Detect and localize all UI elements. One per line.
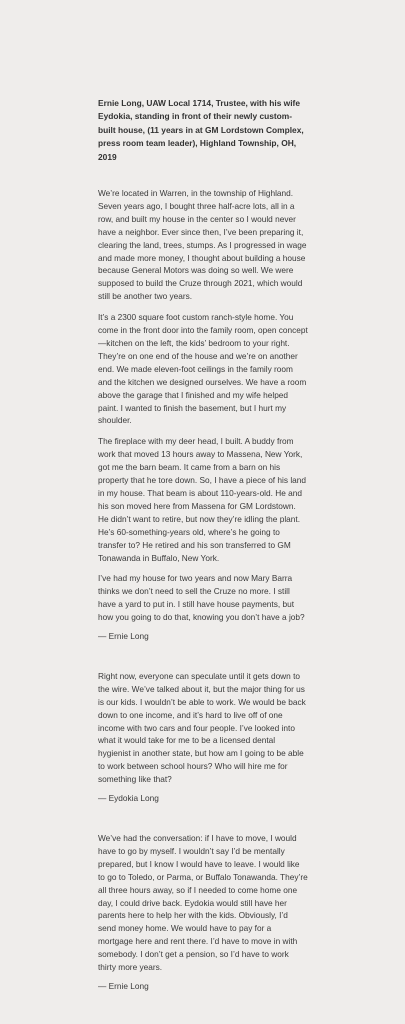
paragraph: The fireplace with my deer head, I built. A buddy from work that moved 13 hours away to Massena, New York, got me the barn beam. It came from a barn on his property that he tore down. So, I have a piece of his land in my house. That beam is about 110-years-old. He and his son moved here from Massena for GM Lordstown. He didn’t want to retire, but now they’re idling the plant. He’s 60-something-years old, where’s he going to transfer to? He retired and his son transferred to GM Tonawanda in Buffalo, New York.	[98, 436, 307, 563]
paragraph: I’ve had my house for two years and now Mary Barra thinks we don’t need to sell the Cruze no more. I still have a yard to put in. I still have house payments, but how you going to do that, knowing you don’t have a job?	[98, 573, 305, 623]
quote-block-ernie-1	[98, 187, 308, 643]
quote-block-eydokia	[98, 670, 308, 805]
quote-signature: — Eydokia Long	[98, 793, 159, 804]
quote-signature: — Ernie Long	[98, 631, 149, 642]
article	[98, 97, 308, 1020]
paragraph: Right now, everyone can speculate until it gets down to the wire. We’ve talked about it, but the major thing for us is our kids. I wouldn’t be able to work. We would be back down to one income, and it’s hard to live off of one income with two cars and four people. I’ve looked into what it would take for me to be a licensed dental hygienist in another state, but how am I going to be able to work between school hours? Who will hire me for something like that?	[98, 670, 306, 785]
paragraph: We’ve had the conversation: if I have to move, I would have to go by myself. I wouldn’t say I’d be mentally prepared, but I know I would have to leave. I would like to go to Toledo, or Parma, or Buffalo Tonawanda. They’re all three hours away, so if I needed to come home one day, I could drive back. Eydokia would still have her parents here to help her with the kids. Obviously, I’d send money home. We would have to pay for a mortgage here and rent there. I’d have to move in with somebody. I don’t get a pension, so I’d have to work thirty more years.	[98, 833, 308, 973]
quote-block-ernie-2	[98, 832, 308, 993]
paragraph: It’s a 2300 square foot custom ranch-style home. You come in the front door into the family room, open concept—kitchen on the left, the kids’ bedroom to your right. They’re on one end of the house and we’re on another end. We made eleven-foot ceilings in the family room and the kitchen we designed ourselves. We have a room above the garage that I finished and my wife helped paint. I wanted to finish the basement, but I hurt my shoulder.	[98, 312, 308, 426]
paragraph: We’re located in Warren, in the township of Highland. Seven years ago, I bought three half-acre lots, all in a row, and built my house in the center so I would never have a neighbor. Ever since then, I’ve been preparing it, clearing the land, trees, stumps. As I progressed in wage and made more money, I thought about building a house because General Motors was doing so well. We were supposed to build the Cruze through 2021, which would still be another two years.	[98, 188, 307, 302]
quote-signature: — Ernie Long	[98, 980, 149, 991]
photo-caption: Ernie Long, UAW Local 1714, Trustee, with his wife Eydokia, standing in front of their newly custom-built house, (11 years in at GM Lordstown Complex, press room team leader), Highland Township, OH, 2019	[98, 98, 304, 162]
